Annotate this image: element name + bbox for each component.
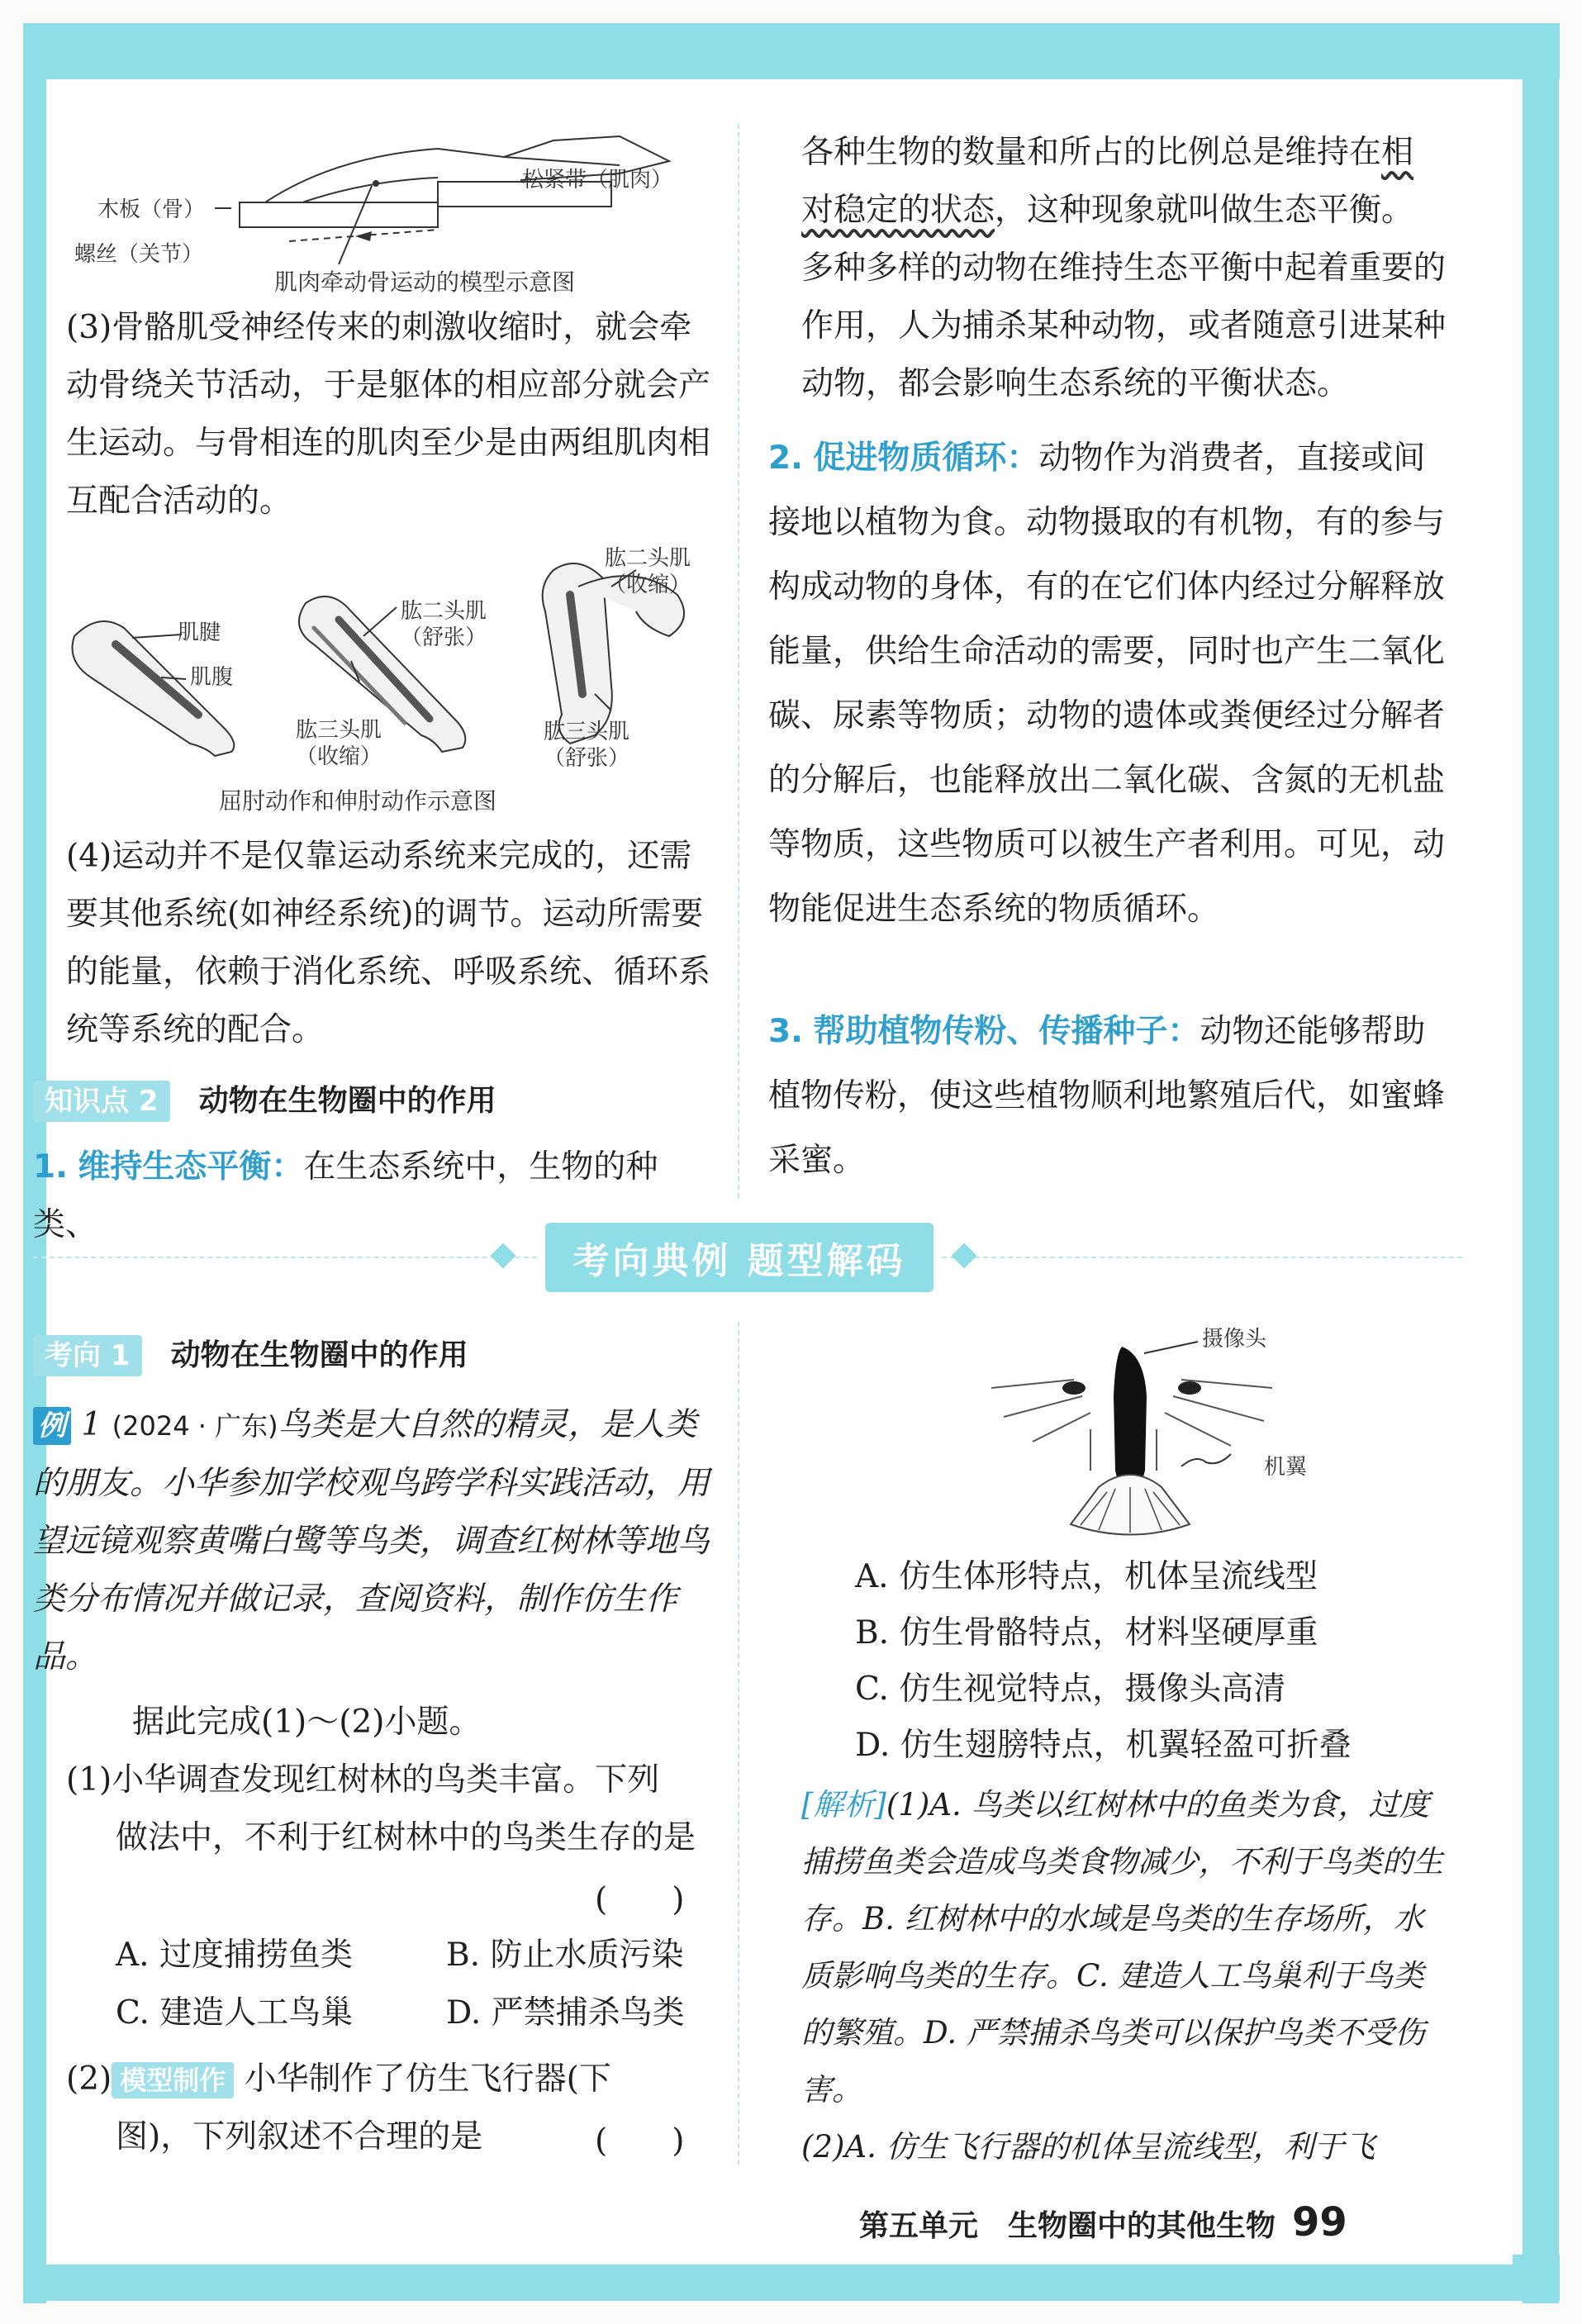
question-1: (1)小华调查发现红树林的鸟类丰富。下列 做法中，不利于红树林中的鸟类生存的是 xyxy=(66,1761,696,1856)
right-border-band xyxy=(1523,23,1559,2303)
label-triceps-relax: 肱三头肌 （舒张） xyxy=(544,720,630,771)
answer-blank-2[interactable]: ( ) xyxy=(595,2122,685,2160)
page-footer xyxy=(859,2199,1347,2246)
model-badge: 模型制作 xyxy=(112,2062,234,2098)
exam-direction-title: 动物在生物圈中的作用 xyxy=(170,1338,468,1372)
label-wing: 机翼 xyxy=(1264,1455,1308,1480)
q1-option-b[interactable]: B. 防止水质污染 xyxy=(446,1937,684,1974)
bionic-aircraft-figure xyxy=(983,1330,1280,1537)
analysis-tag: [解析] xyxy=(801,1787,886,1823)
label-tendon: 肌腱 xyxy=(178,620,221,645)
label-board: 木板（骨） xyxy=(97,197,206,222)
top-border-band xyxy=(23,23,1560,79)
section-banner: 考向典例 题型解码 xyxy=(545,1223,934,1292)
label-belly: 肌腹 xyxy=(190,665,234,690)
knowledge-point-header xyxy=(33,1077,496,1122)
point-3: 3. 帮助植物传粉、传播种子：动物还能够帮助植物传粉，使这些植物顺利地繁殖后代，如蜜蜂采蜜。 xyxy=(768,1013,1446,1179)
banner-line-right xyxy=(942,1257,1462,1258)
knowledge-point-badge: 知识点 2 xyxy=(33,1081,170,1122)
label-screw: 螺丝（关节） xyxy=(74,242,204,267)
example-1-stem: 例 1 (2024 · 广东)鸟类是大自然的精灵，是人类的朋友。小华参加学校观鸟跨学科实践活动，用望远镜观察黄嘴白鹭等鸟类，调查红树林等地鸟类分布情况并做记录，查阅资料，制作仿生作品。 xyxy=(33,1406,710,1675)
knowledge-point-title: 动物在生物圈中的作用 xyxy=(198,1084,496,1118)
right-column-top: 各种生物的数量和所占的比例总是维持在相对稳定的状态，这种现象就叫做生态平衡。多种多样的动物在维持生态平衡中起着重要的作用，人为捕杀某种动物，或者随意引进某种动物，都会影响生态系统的平衡状态。 xyxy=(801,134,1447,402)
q2-option-b[interactable]: B. 仿生骨骼特点，材料坚硬厚重 xyxy=(855,1614,1318,1652)
column-divider xyxy=(738,1322,739,2165)
label-biceps-contract: 肱二头肌 （收缩） xyxy=(605,546,691,597)
key-phrase: 相对稳定的状态 xyxy=(801,134,1414,229)
figure2-caption: 屈肘动作和伸肘动作示意图 xyxy=(219,787,497,815)
q2-option-c[interactable]: C. 仿生视觉特点，摄像头高清 xyxy=(855,1671,1286,1708)
label-elastic-band: 松紧带（肌肉） xyxy=(522,168,673,192)
column-divider xyxy=(738,124,739,1198)
banner-line-left xyxy=(33,1257,537,1258)
page-number: 99 xyxy=(1292,2199,1347,2246)
q1-option-d[interactable]: D. 严禁捕杀鸟类 xyxy=(446,1994,685,2032)
q1-option-a[interactable]: A. 过度捕捞鱼类 xyxy=(116,1937,353,1974)
point-2: 2. 促进物质循环：动物作为消费者，直接或间接地以植物为食。动物摄取的有机物，有的参与构成动物的身体，有的在它们体内经过分解释放能量，供给生命活动的需要，同时也产生二氧化碳、尿素等物质；动物的遗体或粪便经过分解者的分解后，也能释放出二氧化碳、含氮的无机盐等物质，这些物质可以被生产者利用。可见，动物能促进生态系统的物质循环。 xyxy=(768,440,1446,928)
instruction: 据此完成(1)～(2)小题。 xyxy=(132,1704,482,1741)
label-camera: 摄像头 xyxy=(1202,1327,1267,1352)
label-triceps-contract: 肱三头肌 （收缩） xyxy=(296,718,382,769)
q1-option-c[interactable]: C. 建造人工鸟巢 xyxy=(116,1994,354,2032)
label-biceps-relax: 肱二头肌 （舒张） xyxy=(401,599,487,650)
exam-direction-badge: 考向 1 xyxy=(33,1335,142,1376)
analysis: [解析](1)A. 鸟类以红树林中的鱼类为食，过度捕捞鱼类会造成鸟类食物减少，不利于鸟类的生存。B. 红树林中的水域是鸟类的生存场所，水质影响鸟类的生存。C. 建造人工鸟巢利于鸟类的繁殖。D. 严禁捕杀鸟类可以保护鸟类不受伤害。 (2)A. 仿生飞行器的机体呈流线型，利于飞 xyxy=(801,1787,1443,2165)
para-3: (3)骨骼肌受神经传来的刺激收缩时，就会牵动骨绕关节活动，于是躯体的相应部分就会产生运动。与骨相连的肌肉至少是由两组肌肉相互配合活动的。 xyxy=(66,309,711,520)
exam-direction-header xyxy=(33,1332,468,1376)
q2-option-a[interactable]: A. 仿生体形特点，机体呈流线型 xyxy=(855,1558,1318,1595)
q2-option-d[interactable]: D. 仿生翅膀特点，机翼轻盈可折叠 xyxy=(855,1727,1352,1764)
question-2: (2) 模型制作 小华制作了仿生飞行器(下 图)，下列叙述不合理的是 xyxy=(66,2060,611,2155)
unit-title: 第五单元 生物圈中的其他生物 xyxy=(859,2209,1276,2243)
para-4: (4)运动并不是仅靠运动系统来完成的，还需要其他系统(如神经系统)的调节。运动所需要的能量，依赖于消化系统、呼吸系统、循环系统等系统的配合。 xyxy=(66,838,711,1048)
answer-blank-1[interactable]: ( ) xyxy=(595,1881,685,1918)
example-badge: 例 xyxy=(33,1407,71,1445)
figure1-caption: 肌肉牵动骨运动的模型示意图 xyxy=(274,269,576,296)
point-1: 1. 维持生态平衡：在生态系统中，生物的种类、 xyxy=(33,1148,658,1243)
